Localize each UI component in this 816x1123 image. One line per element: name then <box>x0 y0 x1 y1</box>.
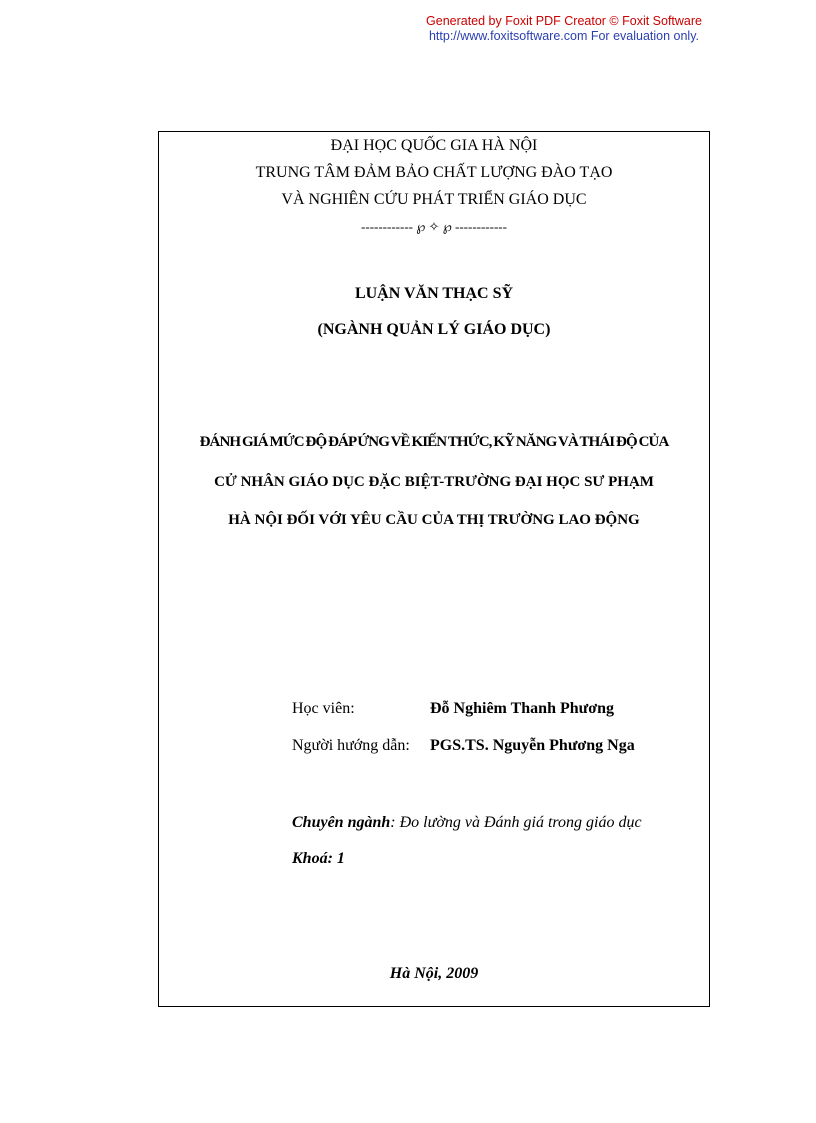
major-value: : Đo lường và Đánh giá trong giáo dục <box>390 814 642 831</box>
place-and-year: Hà Nội, 2009 <box>389 965 479 982</box>
thesis-title-line-1: ĐÁNH GIÁ MỨC ĐỘ ĐÁP ỨNG VỀ KIẾN THỨC, KỸ NĂNG VÀ THÁI ĐỘ CỦA <box>199 434 669 450</box>
center-name: TRUNG TÂM ĐẢM BẢO CHẤT LƯỢNG ĐÀO TẠO <box>255 164 613 181</box>
ornamental-divider: ------------ ℘ ✧ ℘ ------------ <box>361 219 507 234</box>
thesis-type: LUẬN VĂN THẠC SỸ <box>354 285 514 302</box>
student-name: Đỗ Nghiêm Thanh Phương <box>430 700 614 717</box>
university-name: ĐẠI HỌC QUỐC GIA HÀ NỘI <box>330 137 538 154</box>
major-label: Chuyên ngành <box>292 814 391 831</box>
cover-page-frame <box>158 131 710 1007</box>
watermark-line-1: Generated by Foxit PDF Creator © Foxit Software <box>426 14 702 28</box>
course-number: Khoá: 1 <box>292 850 345 867</box>
watermark-line-2: http://www.foxitsoftware.com For evaluation only. <box>428 29 700 43</box>
student-label: Học viên: <box>292 700 355 717</box>
center-name-continued: VÀ NGHIÊN CỨU PHÁT TRIỂN GIÁO DỤC <box>281 191 587 208</box>
thesis-title-line-2: CỬ NHÂN GIÁO DỤC ĐẶC BIỆT-TRƯỜNG ĐẠI HỌC SƯ PHẠM <box>214 474 654 490</box>
student-row <box>292 700 614 718</box>
advisor-row <box>292 737 635 755</box>
advisor-label: Người hướng dẫn: <box>292 737 410 754</box>
thesis-field: (NGÀNH QUẢN LÝ GIÁO DỤC) <box>317 321 551 338</box>
advisor-name: PGS.TS. Nguyễn Phương Nga <box>430 737 635 754</box>
foxit-watermark <box>426 14 702 44</box>
thesis-title-line-3: HÀ NỘI ĐỐI VỚI YÊU CẦU CỦA THỊ TRƯỜNG LAO ĐỘNG <box>228 512 640 528</box>
major-row <box>292 814 642 832</box>
